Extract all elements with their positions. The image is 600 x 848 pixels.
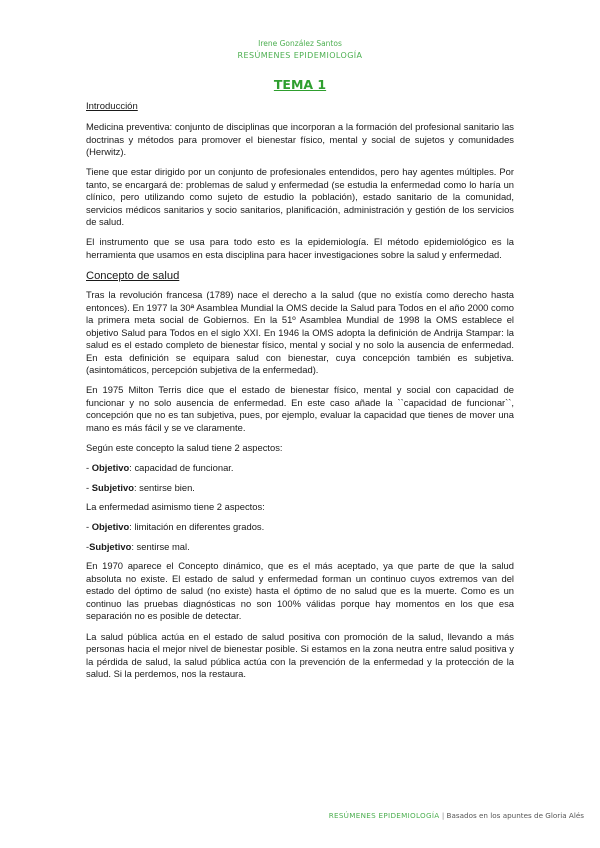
- term-text: : sentirse bien.: [133, 481, 195, 493]
- term-label: Objetivo: [91, 521, 130, 533]
- term-label: Subjetivo: [89, 540, 132, 552]
- paragraph: Según este concepto la salud tiene 2 aspectos:: [86, 441, 283, 453]
- section-heading-introduccion: Introducción: [86, 101, 138, 112]
- paragraph: El instrumento que se usa para todo esto es la epidemiología. El método epidemiológico es la herramienta que usamos en esta disciplina para hacer investigaciones sobre la salud y enfermedad.: [86, 236, 514, 260]
- footer-title: RESÚMENES EPIDEMIOLOGÍA: [328, 811, 440, 820]
- list-item: [86, 482, 514, 495]
- bullet-prefix: -: [86, 540, 90, 552]
- paragraph: Medicina preventiva: conjunto de disciplinas que incorporan a la formación del profesional sanitario las doctrinas y métodos para promover el bienestar físico, mental y social de sujetos y comunidades (Herwitz).: [86, 121, 514, 158]
- term-label: Subjetivo: [91, 481, 134, 493]
- term-text: : capacidad de funcionar.: [129, 462, 234, 474]
- bullet-prefix: -: [86, 462, 92, 474]
- paragraph: En 1970 aparece el Concepto dinámico, que es el más aceptado, ya que parte de que la salud absoluta no existe. El estado de salud y enfermedad forman un continuo cuyos extremos van del estado del óptimo de salud (no existe) hasta el óptimo de no salud que es la muerte. Como es un continuo las pruebas diagnósticas no son 100% válidas porque hay momentos en los que esa separación no es posible de detectar.: [86, 560, 514, 622]
- footer-note: Basados en los apuntes de Gloria Alés: [446, 811, 584, 820]
- bullet-prefix: -: [86, 481, 92, 493]
- document-body: [86, 101, 514, 688]
- paragraph: Tiene que estar dirigido por un conjunto de profesionales entendidos, pero hay agentes múltiples. Por tanto, se encargará de: problemas de salud y enfermedad (se estudia la enfermedad como lo haría un clínico, pero utilizando como sujeto de estudio la población), estado sanitario de la comunidad, servicios médicos sanitarios y socio sanitarios, planificación, administración y gestión de los servicios de salud.: [86, 166, 514, 228]
- list-item: [86, 521, 514, 534]
- term-text: : sentirse mal.: [131, 540, 190, 552]
- term-label: Objetivo: [91, 462, 130, 474]
- page-footer: [329, 811, 584, 820]
- paragraph: La salud pública actúa en el estado de salud positiva con promoción de la salud, llevando a más personas hacia el mejor nivel de bienestar posible. Si estamos en la zona neutra entre salud positiva y la pérdida de salud, la salud pública actúa con la prevención de la enfermedad y la protección de la salud. Si la perdemos, nos la restaura.: [86, 630, 514, 680]
- list-item: [86, 462, 514, 475]
- header-subtitle: RESÚMENES EPIDEMIOLOGÍA: [237, 51, 363, 60]
- paragraph: Tras la revolución francesa (1789) nace el derecho a la salud (que no existía como derecho hasta entonces). En 1977 la 30ª Asamblea Mundial la OMS decide la Salud para Todos en el año 2000 como la primera meta social de Gobiernos. En la 51º Asamblea Mundial de 1998 la OMS establece el objetivo Salud para Todos en el siglo XXI. En 1946 la OMS adopta la definición de Andrija Stampar: la salud es el estado completo de bienestar físico, mental y social y no solo la ausencia de enfermedad. En esta definición se equipara salud con bienestar, cuya concepción también es subjetiva. (asintomáticos, percepción subjetiva de la enfermedad).: [86, 288, 514, 376]
- page-title: TEMA 1: [273, 77, 327, 92]
- paragraph: En 1975 Milton Terris dice que el estado de bienestar físico, mental y social con capacidad de funcionar y no solo ausencia de enfermedad. En este caso añade la ``capacidad de funcionar``, concepción que no es tan subjetiva, pues, por ejemplo, evaluar la capacidad que tienes de mover una mano es más fácil y se ve claramente.: [86, 384, 514, 433]
- list-item: [86, 541, 514, 554]
- footer-separator: |: [441, 811, 445, 820]
- bullet-prefix: -: [86, 521, 92, 533]
- header-author: Irene González Santos: [258, 39, 342, 48]
- section-heading-concepto-de-salud: Concepto de salud: [86, 269, 180, 282]
- paragraph: La enfermedad asimismo tiene 2 aspectos:: [86, 501, 265, 513]
- term-text: : limitación en diferentes grados.: [129, 521, 265, 533]
